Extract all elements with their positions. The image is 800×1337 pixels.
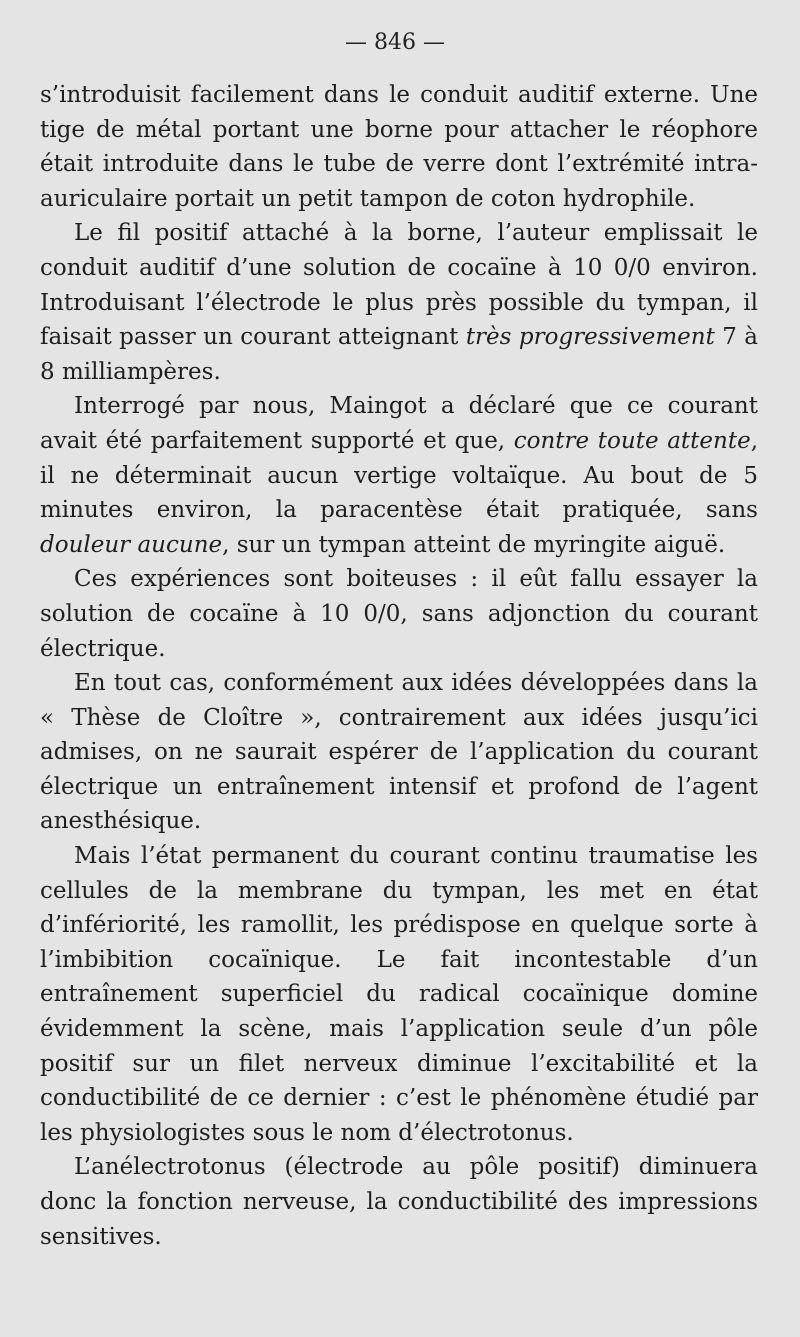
italic-text: douleur aucune — [40, 531, 223, 558]
paragraph — [40, 666, 758, 839]
text-segment: Le fil positif attaché à la borne, l’auteur emplissait le conduit auditif d’une solution de cocaïne à 10 0/0 environ. Introduisant l’électrode le plus près possible du tympan, il faisait passer un courant atteignant — [40, 220, 758, 351]
body-text — [40, 78, 758, 1254]
paragraph — [40, 1150, 758, 1254]
text-segment: Interrogé par nous, Maingot a déclaré que ce courant avait été parfaitement supporté et que, — [40, 393, 758, 454]
text-segment: En tout cas, conformément aux idées développées dans la « Thèse de Cloître », contrairement aux idées jusqu’ici admises, on ne saurait espérer de l’application du courant électrique un entraînement intensif et profond de l’agent anesthésique. — [40, 670, 758, 835]
paragraph — [40, 562, 758, 666]
text-segment: L’anélectrotonus (électrode au pôle positif) diminuera donc la fonction nerveuse, la conductibilité des impressions sensitives. — [40, 1154, 758, 1250]
paragraph — [40, 78, 758, 216]
paragraph — [40, 839, 758, 1150]
italic-text: très progressivement — [465, 324, 715, 351]
text-segment: , sur un tympan atteint de myringite aiguë. — [222, 531, 726, 558]
text-segment: Ces expériences sont boiteuses : il eût fallu essayer la solution de cocaïne à 10 0/0, sans adjonction du courant électrique. — [40, 566, 758, 662]
text-segment: 7 à 8 milliampères. — [40, 324, 758, 385]
paragraph — [40, 389, 758, 562]
italic-text: contre toute attente — [513, 427, 751, 454]
text-segment: Mais l’état permanent du courant continu traumatise les cellules de la membrane du tympan, les met en état d’infériorité, les ramollit, les prédispose en quelque sorte à l’imbibition cocaïnique. Le fait incontestable d’un entraînement superficiel du radical cocaïnique domine évidemment la scène, mais l’application seule d’un pôle positif sur un filet nerveux diminue l’excitabilité et la conductibilité de ce dernier : c’est le phénomène étudié par les physiologistes sous le nom d’électrotonus. — [40, 843, 758, 1146]
paragraph — [40, 216, 758, 389]
text-segment: s’introduisit facilement dans le conduit auditif externe. Une tige de métal portant une borne pour attacher le réophore était introduite dans le tube de verre dont l’extrémité intra-auriculaire portait un petit tampon de coton hydrophile. — [40, 82, 758, 212]
page-number: — 846 — — [345, 30, 445, 55]
text-segment: , il ne déterminait aucun vertige voltaïque. Au bout de 5 minutes environ, la paracentèse était pratiquée, sans — [40, 427, 758, 524]
